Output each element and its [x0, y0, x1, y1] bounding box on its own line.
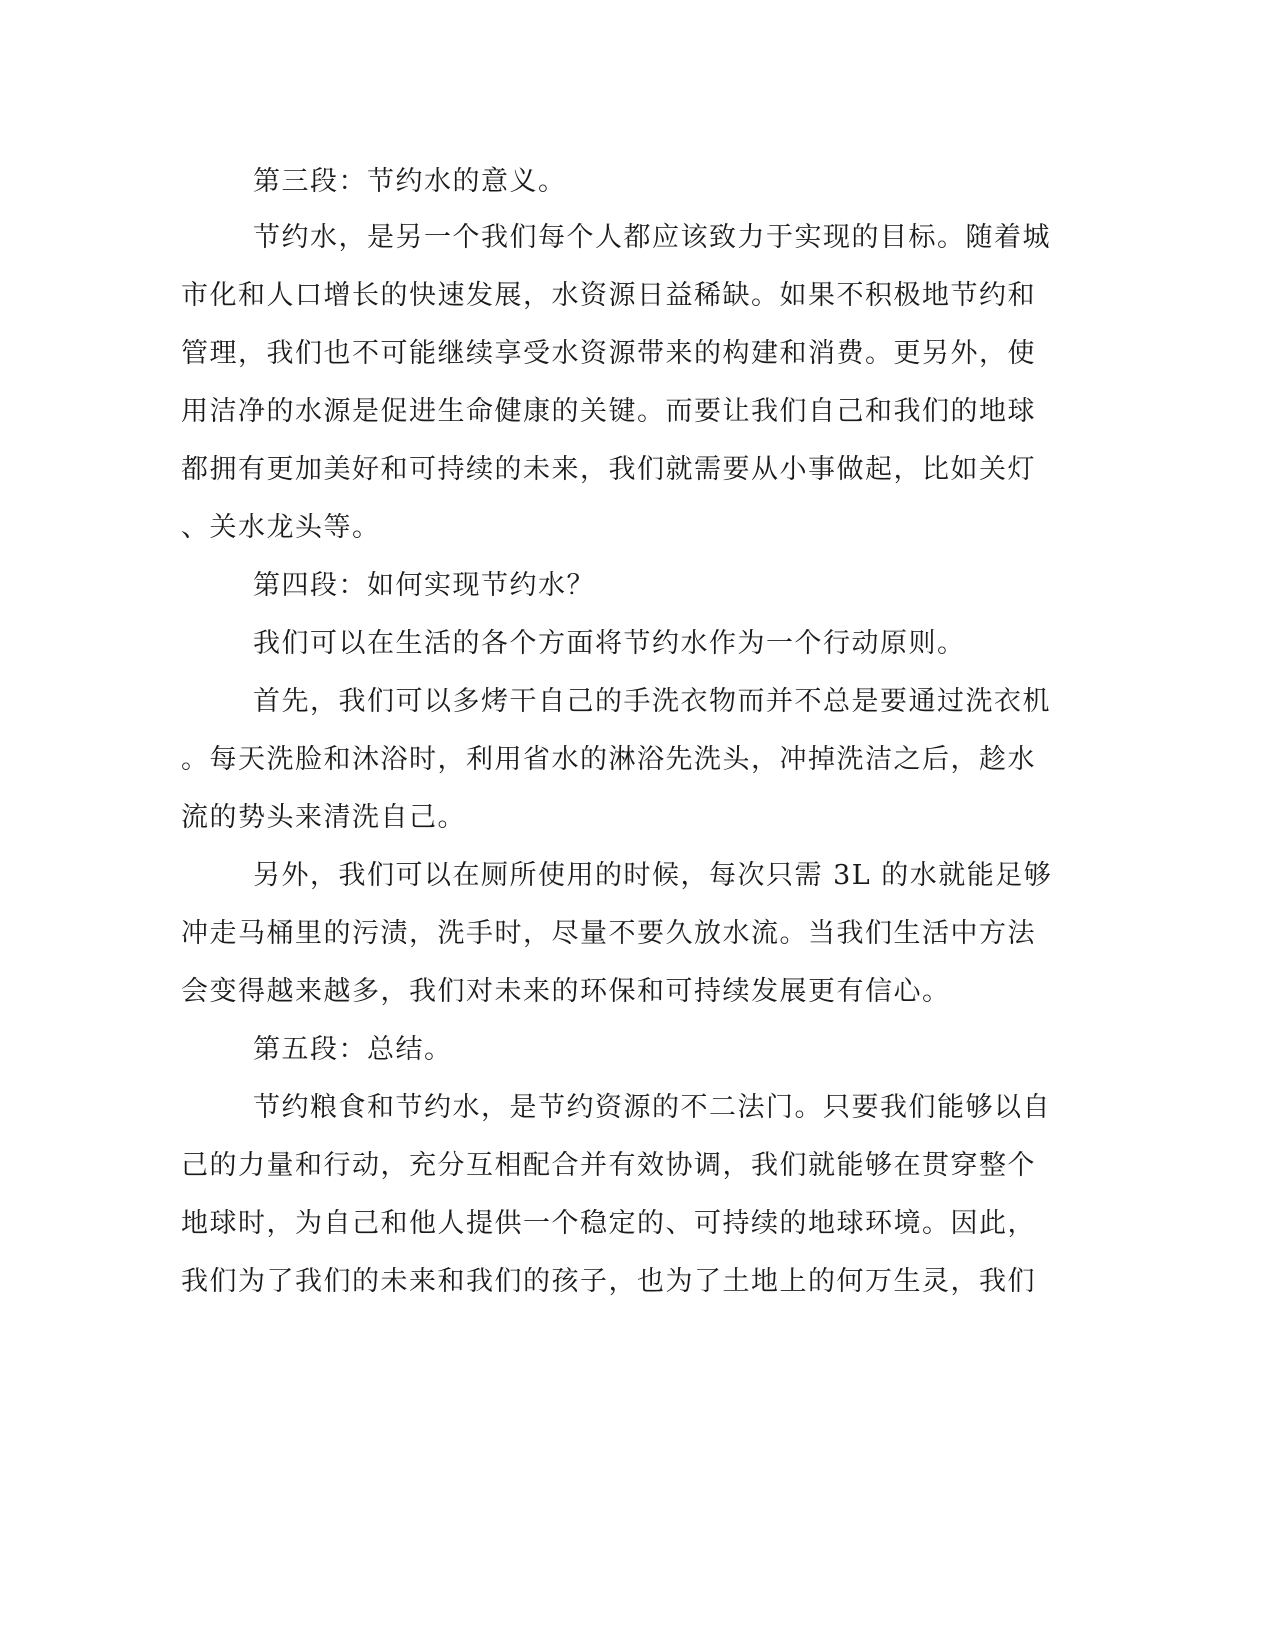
paragraph-line: 冲走马桶里的污渍，洗手时，尽量不要久放水流。当我们生活中方法 — [181, 918, 1036, 949]
paragraph-line: 、关水龙头等。 — [181, 512, 381, 543]
paragraph-line: 流的势头来清洗自己。 — [181, 802, 466, 833]
paragraph-line: 另外，我们可以在厕所使用的时候，每次只需 3L 的水就能足够 — [253, 860, 1053, 891]
paragraph-line: 市化和人口增长的快速发展，水资源日益稀缺。如果不积极地节约和 — [181, 280, 1036, 311]
paragraph-line: 管理，我们也不可能继续享受水资源带来的构建和消费。更另外，使 — [181, 338, 1036, 369]
paragraph-line: 节约水，是另一个我们每个人都应该致力于实现的目标。随着城 — [253, 222, 1051, 253]
paragraph-line: 地球时，为自己和他人提供一个稳定的、可持续的地球环境。因此， — [181, 1208, 1036, 1239]
section-heading-4: 第四段：如何实现节约水？ — [253, 570, 595, 601]
paragraph-line: 己的力量和行动，充分互相配合并有效协调，我们就能够在贯穿整个 — [181, 1150, 1036, 1181]
paragraph-line: 我们为了我们的未来和我们的孩子，也为了土地上的何万生灵，我们 — [181, 1266, 1036, 1297]
paragraph-line: 都拥有更加美好和可持续的未来，我们就需要从小事做起，比如关灯 — [181, 454, 1036, 485]
paragraph-line: 会变得越来越多，我们对未来的环保和可持续发展更有信心。 — [181, 976, 951, 1007]
paragraph-line: 首先，我们可以多烤干自己的手洗衣物而并不总是要通过洗衣机 — [253, 686, 1051, 717]
section-heading-3: 第三段：节约水的意义。 — [253, 166, 567, 197]
paragraph-line: 我们可以在生活的各个方面将节约水作为一个行动原则。 — [253, 628, 966, 659]
paragraph-line: 用洁净的水源是促进生命健康的关键。而要让我们自己和我们的地球 — [181, 396, 1036, 427]
section-heading-5: 第五段：总结。 — [253, 1034, 453, 1065]
paragraph-line: 节约粮食和节约水，是节约资源的不二法门。只要我们能够以自 — [253, 1092, 1051, 1123]
paragraph-line: 。每天洗脸和沐浴时，利用省水的淋浴先洗头，冲掉洗洁之后，趁水 — [181, 744, 1036, 775]
